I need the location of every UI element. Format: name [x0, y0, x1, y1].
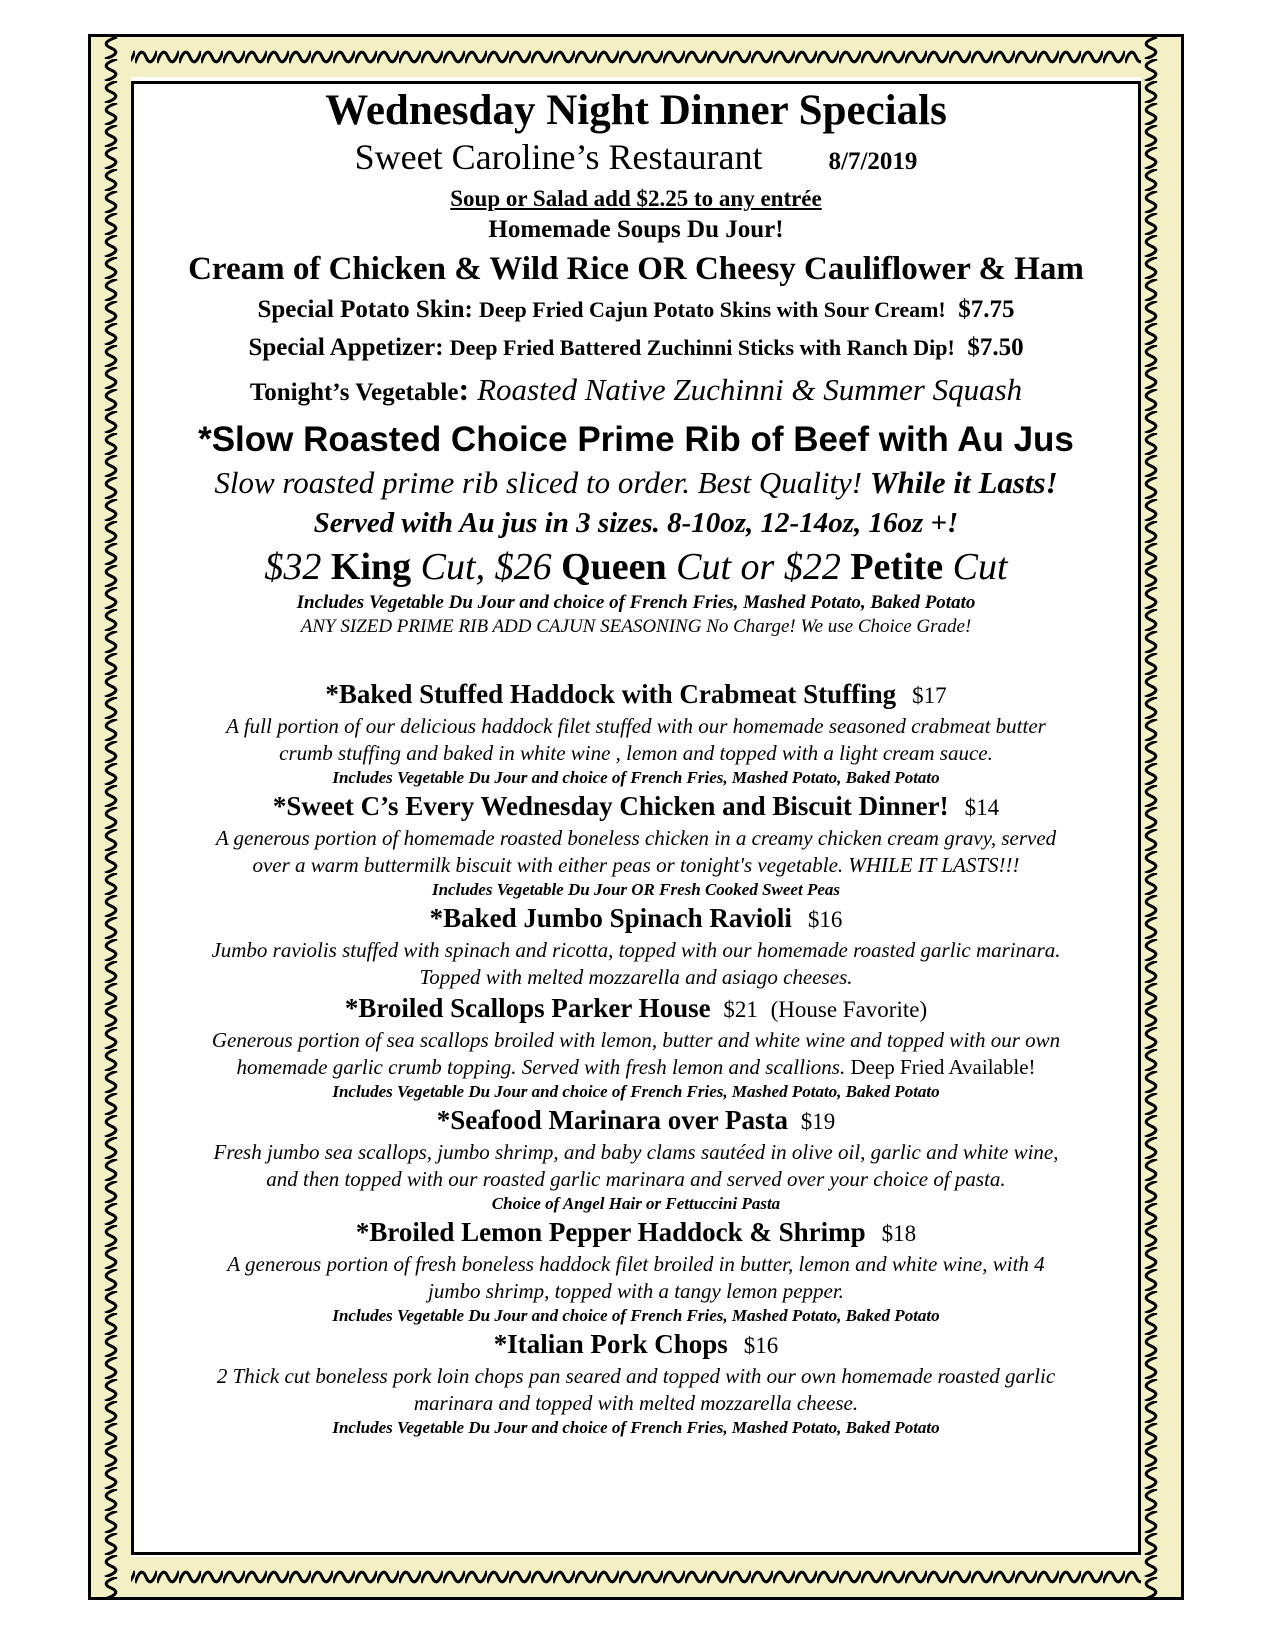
item-title: *Seafood Marinara over Pasta	[436, 1105, 788, 1135]
soup-salad-addon: Soup or Salad add $2.25 to any entrée	[450, 186, 822, 211]
prime-rib-cajun-note: ANY SIZED PRIME RIB ADD CAJUN SEASONING No Charge! We use Choice Grade!	[300, 616, 972, 637]
item-desc-line: A generous portion of fresh boneless haddock filet broiled in butter, lemon and white wine, with 4	[227, 1252, 1045, 1276]
item-price: $19	[800, 1109, 836, 1134]
menu-item-chicken-biscuit	[134, 789, 1138, 901]
item-price: $16	[743, 1333, 779, 1358]
item-name	[134, 789, 1138, 825]
item-title: *Sweet C’s Every Wednesday Chicken and Biscuit Dinner!	[272, 791, 949, 821]
special-appetizer	[134, 329, 1138, 367]
item-includes: Choice of Angel Hair or Fettuccini Pasta	[491, 1194, 781, 1213]
item-includes: Includes Vegetable Du Jour and choice of French Fries, Mashed Potato, Baked Potato	[332, 1306, 940, 1325]
restaurant-name: Sweet Caroline’s Restaurant	[354, 137, 763, 177]
cut-text-1: Cut, $26	[420, 546, 552, 588]
veg-separator: :	[458, 371, 470, 407]
prime-rib-while-lasts: While it Lasts!	[869, 465, 1058, 500]
item-desc-line: jumbo shrimp, topped with a tangy lemon pepper.	[428, 1279, 844, 1303]
item-name	[134, 1103, 1138, 1139]
cut-text-2: Cut or $22	[676, 546, 841, 588]
special-potato-desc: Deep Fried Cajun Potato Skins with Sour Cream!	[479, 297, 946, 322]
item-desc-line: over a warm buttermilk biscuit with either peas or tonight's vegetable. WHILE IT LASTS!!!	[252, 853, 1020, 877]
menu-item-haddock	[134, 677, 1138, 789]
item-name	[134, 901, 1138, 937]
item-desc-line: Jumbo raviolis stuffed with spinach and ricotta, topped with our homemade roasted garlic marinara.	[211, 938, 1061, 962]
prime-rib-includes: Includes Vegetable Du Jour and choice of French Fries, Mashed Potato, Baked Potato	[296, 592, 976, 613]
veg-name: Roasted Native Zuchinni & Summer Squash	[477, 372, 1023, 407]
decorative-border	[88, 34, 1184, 1600]
special-potato-price: $7.75	[958, 296, 1015, 323]
menu-item-ravioli	[134, 901, 1138, 991]
item-desc-line: 2 Thick cut boneless pork loin chops pan seared and topped with our own homemade roasted garlic	[216, 1364, 1056, 1388]
menu-item-seafood-marinara	[134, 1103, 1138, 1215]
menu-item-lemon-pepper-haddock	[134, 1215, 1138, 1327]
item-name	[134, 991, 1138, 1027]
item-title: *Broiled Scallops Parker House	[344, 993, 711, 1023]
soups-heading: Homemade Soups Du Jour!	[488, 216, 784, 243]
item-includes: Includes Vegetable Du Jour OR Fresh Cooked Sweet Peas	[431, 880, 841, 899]
item-price: $21	[723, 997, 758, 1022]
item-price: $14	[964, 795, 1000, 820]
cut-text-3: Cut	[952, 546, 1008, 588]
item-name	[134, 1327, 1138, 1363]
menu-item-scallops	[134, 991, 1138, 1103]
item-desc-line	[134, 1054, 1138, 1081]
menu-item-pork-chops	[134, 1327, 1138, 1439]
item-desc-line: marinara and topped with melted mozzarella cheese.	[413, 1391, 859, 1415]
item-desc-line: and then topped with our roasted garlic marinara and served over your choice of pasta.	[266, 1167, 1006, 1191]
item-price: $16	[807, 907, 843, 932]
special-app-desc: Deep Fried Battered Zuchinni Sticks with Ranch Dip!	[449, 335, 955, 360]
item-includes: Includes Vegetable Du Jour and choice of French Fries, Mashed Potato, Baked Potato	[332, 1418, 940, 1437]
item-title: *Baked Stuffed Haddock with Crabmeat Stuffing	[325, 679, 897, 709]
item-desc-line: A full portion of our delicious haddock filet stuffed with our homemade seasoned crabmeat butter	[226, 714, 1046, 738]
special-app-label: Special Appetizer:	[248, 334, 444, 361]
item-desc-line: crumb stuffing and baked in white wine , lemon and topped with a light cream sauce.	[279, 741, 993, 765]
special-potato-skin	[134, 291, 1138, 329]
veg-label: Tonight’s Vegetable	[249, 379, 459, 406]
prime-rib-desc-text: Slow roasted prime rib sliced to order. Best Quality!	[214, 465, 863, 500]
king-cut-label: King	[330, 546, 412, 588]
item-includes: Includes Vegetable Du Jour and choice of French Fries, Mashed Potato, Baked Potato	[332, 768, 940, 787]
menu-content	[134, 84, 1138, 1439]
menu-date: 8/7/2019	[828, 148, 918, 175]
item-includes: Includes Vegetable Du Jour and choice of French Fries, Mashed Potato, Baked Potato	[332, 1082, 940, 1101]
prime-rib-desc	[134, 463, 1138, 503]
house-favorite-tag: (House Favorite)	[770, 997, 928, 1022]
king-price: $32	[264, 546, 322, 588]
prime-rib-sizes: Served with Au jus in 3 sizes. 8-10oz, 12-14oz, 16oz +!	[313, 507, 959, 539]
item-desc-text: homemade garlic crumb topping. Served with fresh lemon and scallions.	[236, 1055, 846, 1079]
item-title: *Baked Jumbo Spinach Ravioli	[429, 903, 792, 933]
page-title: Wednesday Night Dinner Specials	[325, 87, 947, 134]
prime-rib-cuts	[134, 543, 1138, 591]
item-price: $18	[881, 1221, 917, 1246]
deep-fried-note: Deep Fried Available!	[850, 1055, 1036, 1079]
item-price: $17	[912, 683, 947, 708]
petite-cut-label: Petite	[850, 546, 944, 588]
item-desc-line: Topped with melted mozzarella and asiago cheeses.	[419, 965, 853, 989]
prime-rib-title: *Slow Roasted Choice Prime Rib of Beef with Au Jus	[198, 420, 1074, 459]
item-desc-line: Generous portion of sea scallops broiled with lemon, butter and white wine and topped with our own	[211, 1028, 1061, 1052]
queen-cut-label: Queen	[561, 546, 667, 588]
item-desc-line: A generous portion of homemade roasted boneless chicken in a creamy chicken cream gravy, served	[215, 826, 1057, 850]
tonights-vegetable	[134, 367, 1138, 415]
special-potato-label: Special Potato Skin:	[257, 296, 473, 323]
restaurant-line	[134, 136, 1138, 183]
menu-panel	[131, 81, 1141, 1555]
item-title: *Broiled Lemon Pepper Haddock & Shrimp	[355, 1217, 866, 1247]
soups-of-day: Cream of Chicken & Wild Rice OR Cheesy Cauliflower & Ham	[188, 251, 1084, 287]
item-title: *Italian Pork Chops	[493, 1329, 728, 1359]
item-desc-line: Fresh jumbo sea scallops, jumbo shrimp, and baby clams sautéed in olive oil, garlic and white wine,	[213, 1140, 1059, 1164]
item-name	[134, 1215, 1138, 1251]
special-app-price: $7.50	[967, 334, 1024, 361]
section-gap	[134, 639, 1138, 677]
item-name	[134, 677, 1138, 713]
